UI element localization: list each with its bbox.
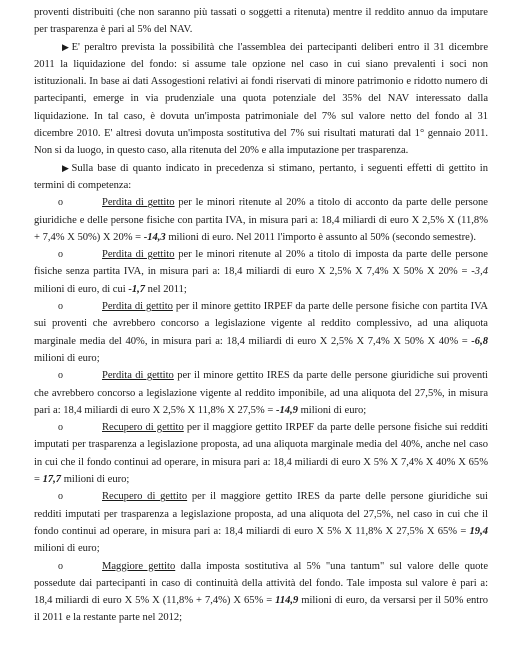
item-text: dalla imposta sostitutiva al 5% "una tantum" sul valore delle quote possedute dai partecipanti in caso di continuità della attività del fondo. Tale imposta sul valore è pari a: 18,4 miliardi di euro X 5% X (11,8% + 7,4%) X 65% = <box>34 560 489 607</box>
item-text-end: milioni di euro, da versarsi per il 50% entro il 2011 e la restante parte nel 2012; <box>34 595 488 624</box>
paragraph-effects-text: Sulla base di quanto indicato in precedenza si stimano, pertanto, i seguenti effetti di gettito in termini di competenza: <box>34 162 488 191</box>
item-value: 114,9 <box>275 595 299 607</box>
list-item <box>34 246 488 298</box>
item-text-end: milioni di euro; <box>34 543 100 555</box>
list-item <box>34 419 488 488</box>
item-text: per il minore gettito IRPEF da parte delle persone fisiche con partita IVA sui proventi che avrebbero concorso a legislazione vigente al reddito complessivo, ad una aliquota marginale media del 40%, in misura pari a: 18,4 miliardi di euro X 2,5% X 7,4% X 50% X 40% = <box>34 301 488 347</box>
list-item <box>34 488 488 557</box>
circle-bullet-icon: o <box>58 249 63 261</box>
item-text: per il maggiore gettito IRPEF da parte delle persone fisiche sui redditi imputati per trasparenza a legislazione proposta, ad una aliquota marginale media del 40%, anche nel caso in cui che il fondo continui ad operare, in misura pari a: 18,4 miliardi di euro X 5% X 7,4% X 40% X 65% = <box>34 422 489 486</box>
circle-bullet-icon: o <box>58 491 63 503</box>
circle-bullet-icon: o <box>58 422 63 434</box>
circle-bullet-icon: o <box>58 370 63 382</box>
paragraph-liquidation <box>34 39 488 160</box>
item-label: Recupero di gettito <box>102 491 188 503</box>
intro-continuation: proventi distribuiti (che non saranno più tassati o soggetti a ritenuta) mentre il reddito annuo da imputare per trasparenza è pari al 5% del NAV. <box>34 7 488 36</box>
list-item <box>34 298 488 367</box>
item-value: -14,9 <box>275 404 298 416</box>
item-text: per le minori ritenute al 20% a titolo di acconto da parte delle persone giuridiche e delle persone fisiche con partita IVA, in misura pari a: 18,4 miliardi di euro X 2,5% X (11,8% + 7,4% X 50%) X 20% = <box>34 197 488 243</box>
circle-bullet-icon: o <box>58 560 63 572</box>
item-value: 17,7 <box>42 474 62 486</box>
paragraph-liquidation-text: E' peraltro prevista la possibilità che l'assemblea dei partecipanti deliberi entro il 31 dicembre 2011 la liquidazione del fondo: si assume tale opzione nel caso in cui siano prevalenti i soci non istituzionali. In base ai dati Assogestioni relativi ai fondi riservati di minore patrimonio e ridotto numero di partecipanti, emerge in via prudenziale una quota potenziale del 35% del NAV interessato dalla liquidazione. In tal caso, è dovuta un'imposta patrimoniale del 7% sul valore netto del fondo al 31 dicembre 2010. E' altresì dovuta un'imposta sostitutiva del 7% sui risultati maturati dal 1° gennaio 2011. Non si da luogo, in questo caso, alla ritenuta del 20% e alla imputazione per trasparenza. <box>34 41 488 157</box>
item-label: Perdita di gettito <box>102 197 175 209</box>
arrow-bullet-icon: ▶ <box>62 162 71 173</box>
item-label: Maggiore gettito <box>102 560 176 572</box>
list-item <box>34 558 488 627</box>
list-item <box>34 194 488 246</box>
item-value: 19,4 <box>469 525 488 537</box>
item-text-end: milioni di euro; <box>297 404 367 416</box>
item-label: Perdita di gettito <box>102 370 174 382</box>
item-label: Perdita di gettito <box>102 301 173 313</box>
list-item <box>34 367 488 419</box>
item-text-end: milioni di euro; <box>61 474 130 486</box>
item-value: -6,8 <box>471 335 488 347</box>
item-text: per le minori ritenute al 20% a titolo di imposta da parte delle persone fisiche senza partita IVA, in misura pari a: 18,4 miliardi di euro X 2,5% X 7,4% X 50% X 20% = <box>34 249 488 278</box>
item-label: Perdita di gettito <box>102 249 175 261</box>
item-text-middle: milioni di euro, di cui <box>34 283 129 295</box>
item-text: per il minore gettito IRES da parte delle persone giuridiche sui proventi che avrebbero concorso a legislazione vigente al reddito imponibile, ad una aliquota del 27,5%, in misura pari a: 18,4 miliardi di euro X 2,5% X 11,8% X 27,5% = <box>34 370 488 416</box>
arrow-bullet-icon: ▶ <box>62 41 71 52</box>
item-text-end: nel 2011; <box>145 283 187 295</box>
item-value: -14,3 <box>143 231 166 243</box>
item-label: Recupero di gettito <box>102 422 184 434</box>
paragraph-effects <box>34 160 488 195</box>
circle-bullet-icon: o <box>58 197 63 209</box>
item-value: -3,4 <box>471 266 488 278</box>
item-text: per il maggiore gettito IRES da parte delle persone giuridiche sui redditi imputati per trasparenza a legislazione proposta, ad una aliquota del 27,5%, nel caso in cui che il fondo continui ad operare, in misura pari a: 18,4 miliardi di euro X 5% X 11,8% X 27,5% X 65% = <box>34 491 488 537</box>
item-text-end: milioni di euro; <box>34 352 100 364</box>
item-text-end: milioni di euro. Nel 2011 l'importo è assunto al 50% (secondo semestre). <box>165 231 476 243</box>
circle-bullet-icon: o <box>58 301 63 313</box>
item-value-secondary: -1,7 <box>128 283 146 295</box>
